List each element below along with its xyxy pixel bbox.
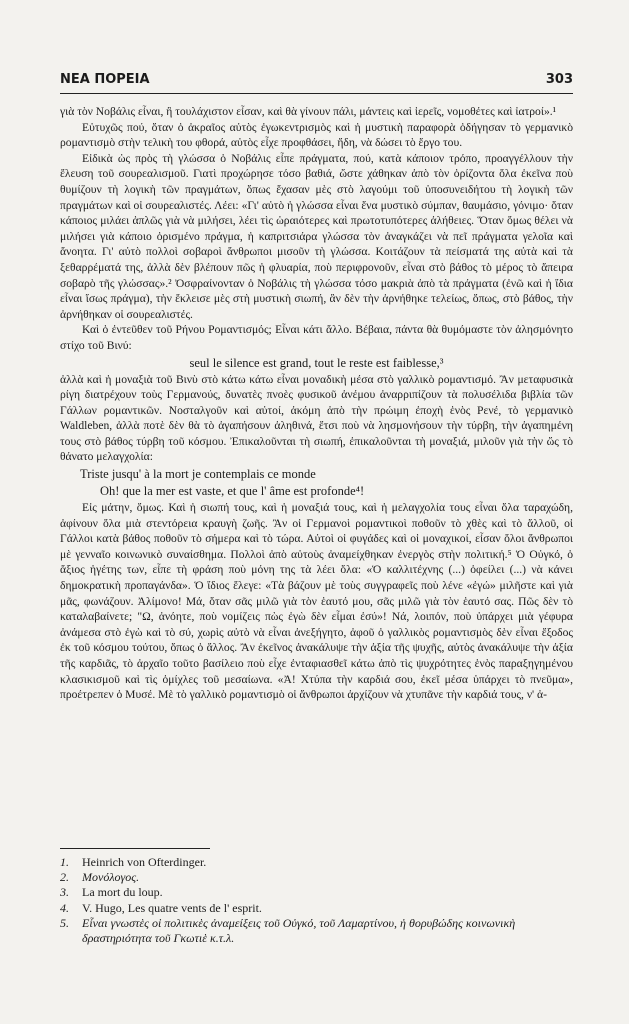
footnote-number: 4. (60, 900, 69, 915)
paragraph: Εὐτυχῶς πού, ὅταν ὁ ἀκραῖος αὐτὸς ἐγωκεντρισμὸς καὶ ἡ μυστικὴ παραφορὰ ὁδήγησαν τὸ γερμανικὸ ρομαντισμὸ στὴν τελικὴ του φθορά, αὐτὸς εἶχε προφθάσει, ἤδη, νὰ δώσει τὸ ἔργο του. (60, 120, 573, 150)
footnote (60, 916, 573, 946)
footnote-text: V. Hugo, Les quatre vents de l' esprit. (82, 900, 262, 915)
footnote (60, 885, 573, 900)
paragraph: ἀλλὰ καὶ ἡ μοναξιὰ τοῦ Βινὺ στὸ κάτω κάτω εἶναι μοναδικὴ μέσα στὸ γαλλικὸ ρομαντισμό. Ἂν μεταφυσικὰ ρίγη διατρέχουν τοὺς Γερμανούς, δυνατὲς πνοὲς φυσικοῦ ἀνέμου ἀναρριπίζουν τὰ πολυσέλιδα βιβλία τῶν Γάλλων ρομαντικῶν. Νοσταλγοῦν καὶ αὐτοί, ἀκόμη ἀπὸ τὴν πρώιμη ἐποχὴ ἑνὸς Ρενέ, τὸ γερμανικὸ Waldleben, ἀλλὰ ποτὲ δὲν θὰ τὸ ἀγαπήσουν ἀληθινά, ἔτσι ποὺ νὰ λησμονήσουν τὴν τύρβη, τὴν ἀγαπημένη τους στὸ βάθος τύρβη τοῦ κόσμου. Ἐπικαλοῦνται τὴ σιωπή, ἐπικαλοῦνται τὴ μοναξιά, μιλοῦν γιὰ τὴν ὥς τὸ θάνατο μελαγχολία: (60, 372, 573, 464)
paragraph: γιὰ τὸν Νοβάλις εἶναι, ἢ τουλάχιστον εἶσαν, καὶ θὰ γίνουν πάλι, μάντεις καὶ ἱερεῖς, νομοθέτες καὶ ἰατροί».¹ (60, 105, 557, 118)
footnote-rule (60, 848, 210, 849)
footnote-number: 3. (60, 885, 69, 900)
footnote (60, 901, 573, 916)
footnote-text: Μονόλογος. (82, 870, 140, 885)
footnote (60, 870, 573, 885)
footnote-number: 1. (60, 855, 69, 869)
running-head (60, 72, 573, 94)
body-text (60, 104, 573, 703)
footnote-number: 2. (60, 870, 69, 885)
verse-quote: seul le silence est grand, tout le reste est faiblesse,³ (189, 355, 444, 370)
footnote-text: Εἶναι γνωστὲς οἱ πολιτικὲς ἀναμείξεις τοῦ Οὐγκό, τοῦ Λαμαρτίνου, ἡ θορυβώδης κοινωνικὴ δραστηριότητα τοῦ Γκωτιὲ κ.τ.λ. (82, 915, 516, 946)
paragraph: Εἰς μάτην, ὅμως. Καὶ ἡ σιωπή τους, καὶ ἡ μοναξιά τους, καὶ ἡ μελαγχολία τους εἶναι ὅλα ταραχώδη, ἀφίνουν ὅλα μιὰ στεντόρεια κραυγὴ ζωῆς. Ἂν οἱ Γερμανοὶ ρομαντικοὶ ποθοῦν τὸ χθὲς καὶ τὸ ἄλλοῦ, οἱ Γάλλοι κατὰ βάθος ποθοῦν τὸ σήμερα καὶ τὸ τώρα. Αὐτοὶ οἱ φυγάδες καὶ οἱ μοναχικοί, εἶσαν ὅλοι ἄνθρωποι μὲ γενναῖο κοινωνικὸ συναίσθημα. Πολλοὶ ἀπὸ αὐτοὺς ἀναμείχθηκαν ἐνεργὸς στὴν πολιτική.⁵ Ὁ Οὐγκό, ὁ ἄξιος ἡγέτης των, εἶπε τὴ φράση ποὺ μόνη της τὰ λέει ὅλα: «Ὁ καλλιτέχνης (...) ὀφείλει (...) νὰ κάνει δημοκρατικὴ προπαγάνδα». Ὁ ἴδιος ἔλεγε: «Τὰ βάζουν μὲ τοὺς συγγραφεῖς ποὺ λένε «ἐγώ» μιλῆστε καὶ γιὰ μᾶς, φωνάζουν. Ἀλίμονο! Μά, ὅταν σᾶς μιλῶ γιὰ τὸν ἑαυτό μου, σᾶς μιλῶ γιὰ τὸν ἑαυτό σας. Πῶς δὲν τὸ καταλαβαίνετε; "Ω, ἀνόητε, ποὺ νομίζεις πὼς ἐγὼ δὲν εἶμαι ἐσύ»! Νά, λοιπόν, ποὺ ὑπάρχει μιὰ γέφυρα ἀνάμεσα στὸ ἐγὼ καὶ τὸ σύ, χωρὶς αὐτὸ νὰ εἶναι ἀνεξήγητο, ἀφοῦ ὁ γαλλικὸς ρομαντισμὸς δὲν εἶναι ἔξοδος ἐκ τοῦ κόσμου τούτου, ὅπως ὁ ἄλλος. Ἂν ἐκεῖνος ἀνακάλυψε τὴν ἀξία τῆς ψυχῆς, αὐτὸς ἀνακάλυψε τὴν ἀξία τῆς καρδιᾶς, τὸ ἀρχαῖο τοῦτο βασίλειο ποὺ εἶχε ἐνταφιασθεῖ κάτω ἀπὸ τὶς ψυχρότητες ἑνὸς παραξηγημένου κλασικισμοῦ καὶ τὶς ὀμίχλες τοῦ μεσαίωνα. «Ἀ! Χτύπα τὴν καρδιά σου, ἐκεῖ μέσα ὑπάρχει τὸ πνεῦμα», προέτρεπεν ὁ Μυσέ. Μὲ τὸ γαλλικὸ ρομαντισμὸ οἱ ἄνθρωποι ἀρχίζουν νὰ χτυπᾶνε τὴν καρδιά τους, ν' ἀ- (60, 501, 573, 702)
footnote-text: La mort du loup. (82, 885, 163, 900)
verse-quote-line: Oh! que la mer est vaste, et que l' âme est profonde⁴! (100, 484, 365, 499)
footnote-number: 5. (60, 915, 69, 930)
footnote-text: Heinrich von Ofterdinger. (82, 855, 207, 869)
verse-quote-line: Triste jusqu' à la mort je contemplais ce monde (80, 467, 316, 482)
paragraph: Καὶ ὁ ἐντεῦθεν τοῦ Ρήνου Ρομαντισμός; Εἶναι κάτι ἄλλο. Βέβαια, πάντα θὰ θυμόμαστε τὸν ἀλησμόνητο στίχο τοῦ Βινύ: (60, 323, 573, 352)
page-number: 303 (545, 72, 573, 87)
footnotes (60, 848, 573, 946)
journal-title: ΝΕΑ ΠΟΡΕΙΑ (60, 72, 150, 87)
footnote (60, 855, 573, 870)
paragraph: Εἰδικὰ ὡς πρὸς τὴ γλώσσα ὁ Νοβάλις εἶπε πράγματα, πού, κατὰ κάποιον τρόπο, προαγγέλλουν τὴν ἔλευση τοῦ σουρεαλισμοῦ. Γιατὶ προχώρησε τόσο βαθιά, ὥστε χάθηκαν ἀπὸ τὸν ὁρίζοντα ὅλα ἐκεῖνα ποὺ θυμίζουν τὴ λογικὴ τῶν πραγμάτων, ὅπως ἔχασαν μὲς στὸ λαγούμι τοῦ ὑποσυνειδήτου τὴ λογικὴ τῶν πραγμάτων καὶ οἱ σουρεαλιστές. Λέει: «Γι' αὐτὸ ἡ γλώσσα εἶναι ἕνα μυστικὸ σύμπαν, θαυμάσιο, γόνιμο· ὅταν κάποιος μιλάει ἁπλῶς γιὰ νὰ μιλήσει, λέει τὶς ὡραιότερες καὶ πρωτοτυπότερες ἀλήθειες. Ὅταν ὅμως θέλει νὰ μιλήσει γιὰ κάποιο ὁρισμένο πράγμα, ἡ καπριτσιάρα γλώσσα τὸν ἀναγκάζει νὰ πεῖ πράγματα γελοῖα καὶ ἄνοητα. Γι' αὐτὸ πολλοὶ σοβαροὶ ἄνθρωποι μισοῦν τὴ γλώσσα. Κοιτάζουν τὰ πείσματά της αὐτὰ καὶ τὰ ξεθαρρέματά της, ἀλλὰ δὲν βλέπουν πῶς ἡ φλυαρία, ποὺ περιφρονοῦν, εἶναι στὸ βάθος τὸ μέρος τὸ ἄπειρα σοβαρὸ τῆς γλώσσας».² Ὀσφραίνονταν ὁ Νοβάλις τὴ γλώσσα τόσο μακριὰ ἀπὸ τὰ πράγματα (ἐνῶ καὶ ἡ ἴδια εἶναι ἴσως πράγμα), τὴν ἔκλεισε μὲς στὴ μυστικὴ σιωπή, ἂν δὲν τὴν ἀρνήθηκε τελείως, ὅπως, στὸ βάθος, τὴν ἀρνήθηκαν οἱ σουρεαλιστές. (60, 151, 573, 321)
